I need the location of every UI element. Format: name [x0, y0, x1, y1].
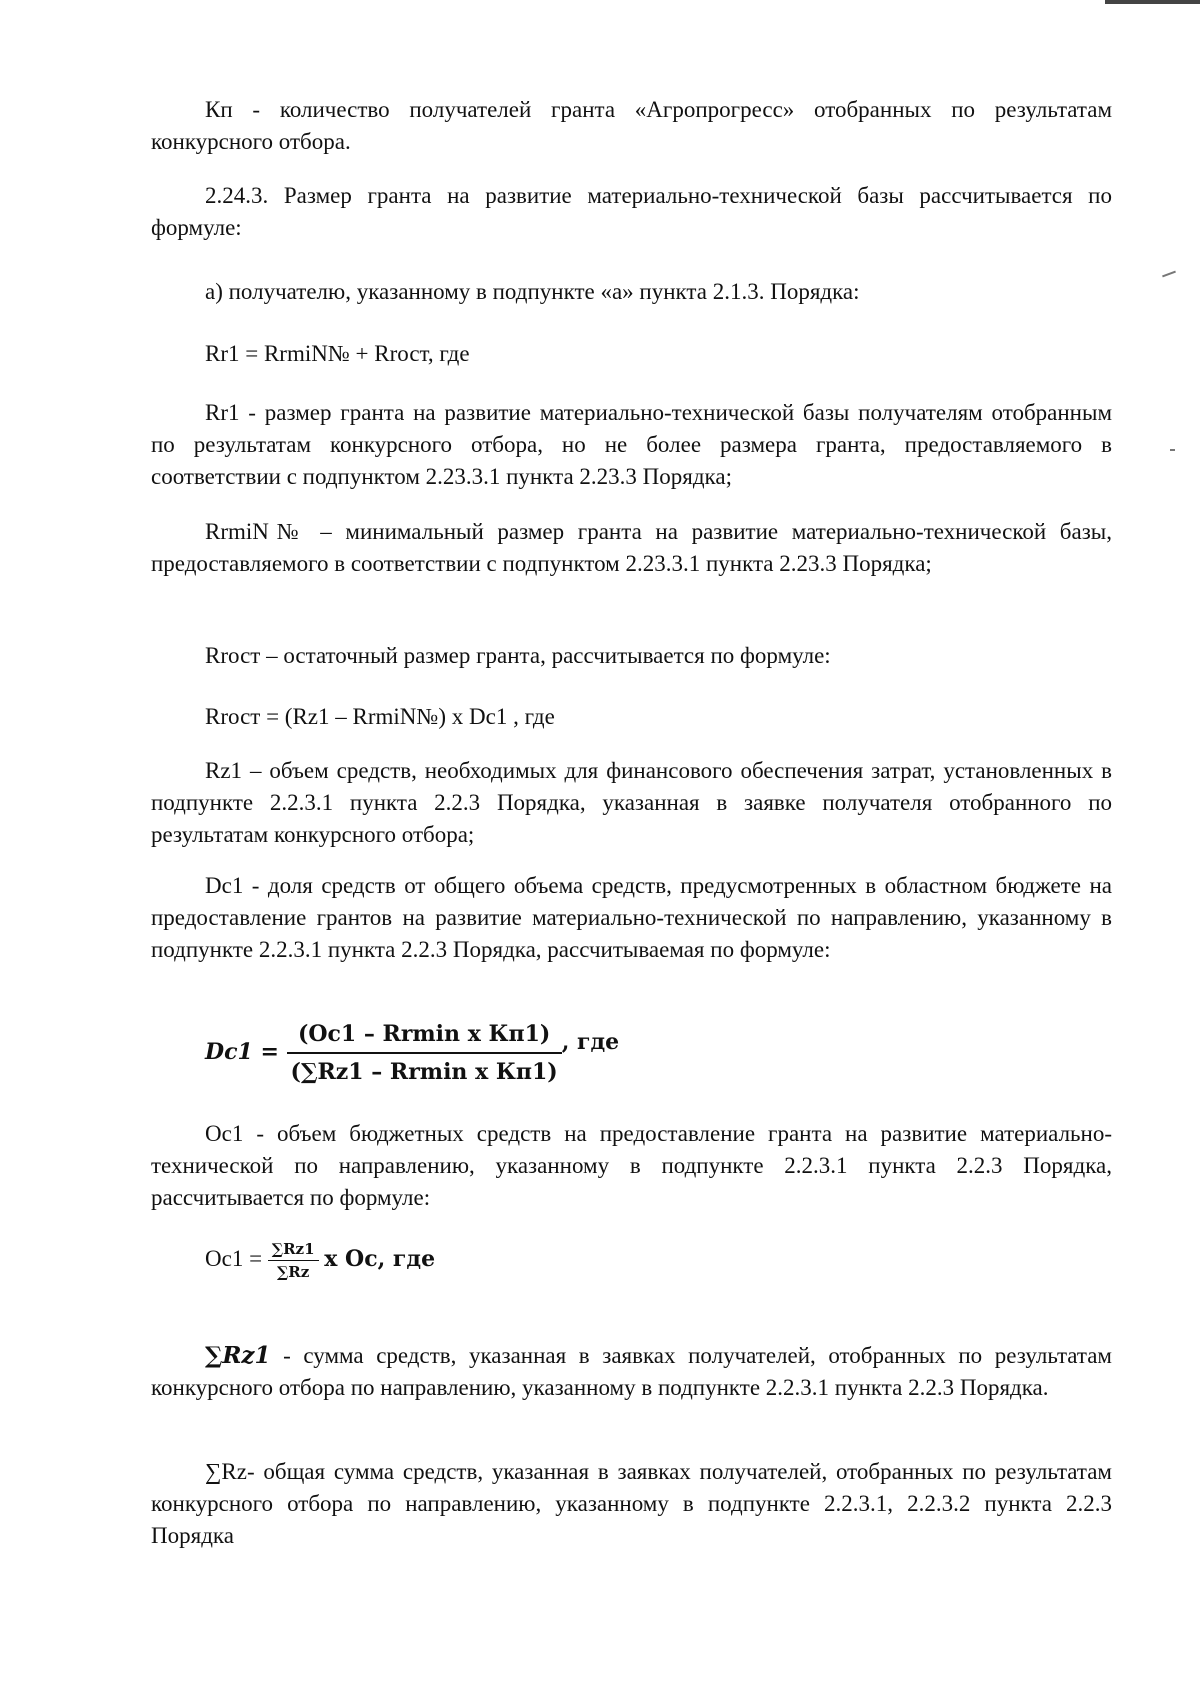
paragraph-rr1-definition: Rr1 - размер гранта на развитие материально-технической базы получателям отобранным по результатам конкурсного отбора, но не более размера гранта, предоставляемого в соответствии с подпунктом 2.23.3.1 пункта 2.23.3 Порядка;: [151, 400, 1112, 489]
paragraph-rz1-definition: Rz1 – объем средств, необходимых для финансового обеспечения затрат, установленных в подпункте 2.2.3.1 пункта 2.2.3 Порядка, указанная в заявке получателя отобранного по результатам конкурсного отбора;: [151, 758, 1112, 847]
formula-oc1: [205, 1240, 435, 1281]
paragraph-2-24-3: 2.24.3. Размер гранта на развитие материально-технической базы рассчитывается по формуле:: [151, 183, 1112, 240]
scan-mark: [1170, 449, 1175, 451]
formula-oc1-tail: x Oc, где: [324, 1245, 436, 1272]
paragraph-subpoint-a: а) получателю, указанному в подпункте «а» пункта 2.1.3. Порядка:: [205, 279, 860, 304]
paragraph-sum-rz: [151, 1456, 1112, 1552]
formula-dc1-lhs: Dc1 =: [205, 1039, 279, 1065]
sum-rz1-text: - сумма средств, указанная в заявках получателей, отобранных по результатам конкурсного отбора по направлению, указанному в подпункте 2.2.3.1 пункта 2.2.3 Порядка.: [151, 1343, 1112, 1400]
formula-dc1-fraction: [287, 1018, 562, 1088]
formula-dc1-denominator: (∑Rz1 – Rrmin x Кп1): [287, 1052, 562, 1088]
sum-rz-symbol: ∑Rz: [205, 1459, 247, 1484]
top-edge-rule: [1105, 0, 1200, 4]
formula-oc1-numerator: ∑Rz1: [271, 1240, 315, 1258]
scan-mark: [1162, 271, 1176, 278]
formula-oc1-fraction: [268, 1240, 319, 1281]
formula-oc1-lhs: Oc1 =: [205, 1245, 263, 1271]
sum-rz-text: - общая сумма средств, указанная в заявках получателей, отобранных по результатам конкурсного отбора по направлению, указанному в подпункте 2.2.3.1, 2.2.3.2 пункта 2.2.3 Порядка: [151, 1459, 1112, 1548]
paragraph-sum-rz1: [151, 1340, 1112, 1404]
formula-rrost: Rrост = (Rz1 – RrmiN№) x Dc1 , где: [205, 704, 555, 729]
paragraph-dc1-definition: Dc1 - доля средств от общего объема средств, предусмотренных в областном бюджете на предоставление грантов на развитие материально-технической по направлению, указанному в подпункте 2.2.3.1 пункта 2.2.3 Порядка, рассчитываемая по формуле:: [151, 873, 1112, 962]
sum-rz1-symbol: ∑Rz1: [205, 1342, 271, 1369]
paragraph-rrost-definition: Rrост – остаточный размер гранта, рассчитывается по формуле:: [205, 643, 831, 668]
formula-dc1-tail: , где: [561, 1029, 620, 1055]
formula-dc1-numerator: (Oc1 – Rrmin x Кп1): [297, 1021, 551, 1047]
formula-dc1: [205, 1018, 619, 1088]
paragraph-kp: Кп - количество получателей гранта «Агропрогресс» отобранных по результатам конкурсного отбора.: [151, 97, 1112, 154]
formula-rr1: Rr1 = RrmiN№ + Rrост, где: [205, 341, 470, 366]
paragraph-rrmin-definition: RrmiN№ – минимальный размер гранта на развитие материально-технической базы, предоставляемого в соответствии с подпунктом 2.23.3.1 пункта 2.23.3 Порядка;: [151, 519, 1112, 576]
paragraph-oc1-definition: Oc1 - объем бюджетных средств на предоставление гранта на развитие материально-технической по направлению, указанному в подпункте 2.2.3.1 пункта 2.2.3 Порядка, рассчитывается по формуле:: [151, 1121, 1112, 1210]
formula-oc1-denominator: ∑Rz: [268, 1260, 319, 1281]
